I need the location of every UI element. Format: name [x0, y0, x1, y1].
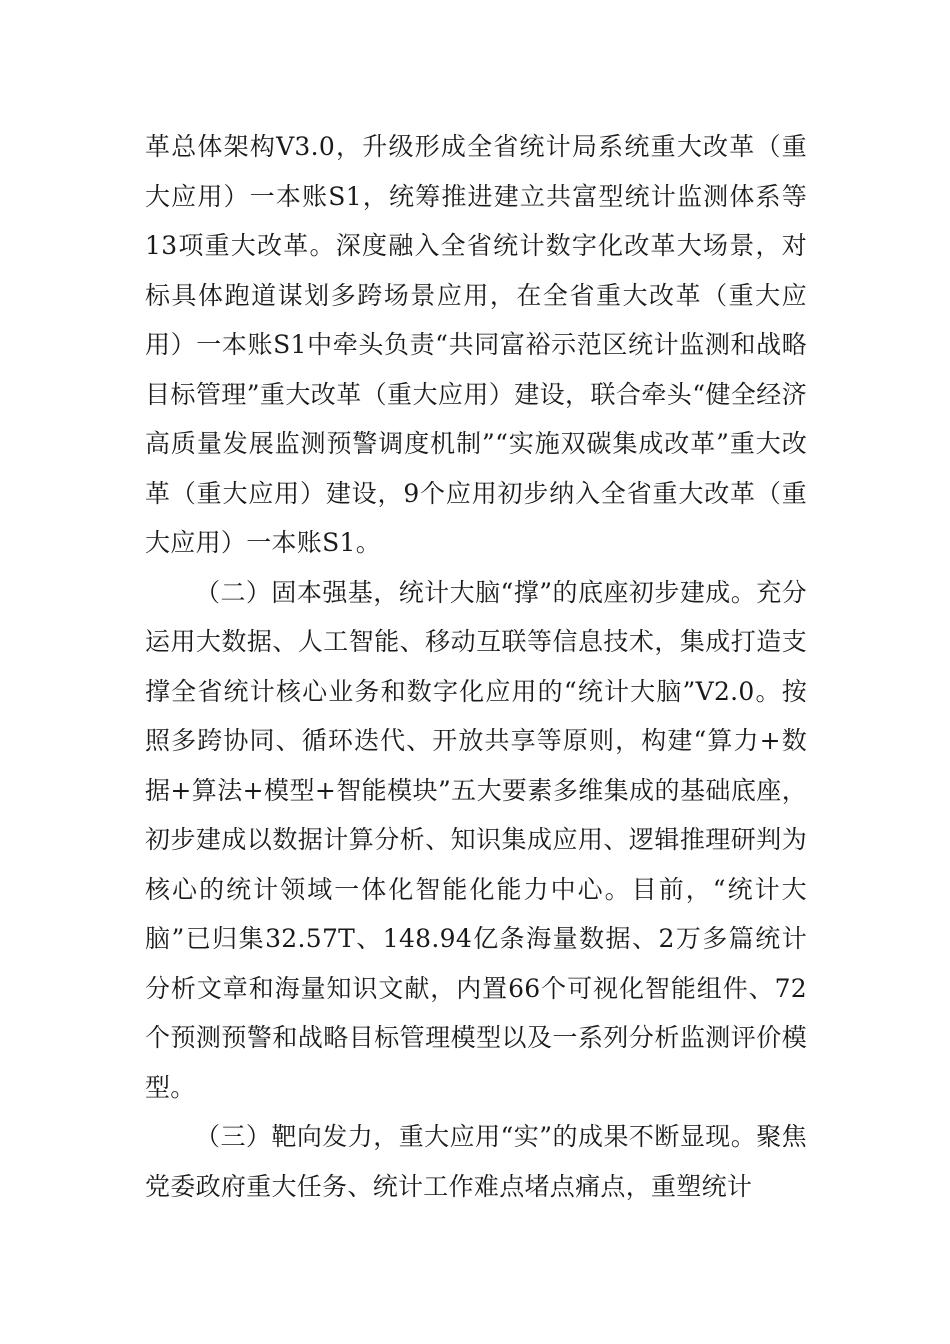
document-body: [145, 122, 807, 1211]
paragraph-continuation: 革总体架构V3.0，升级形成全省统计局系统重大改革（重大应用）一本账S1，统筹推进建立共富型统计监测体系等13项重大改革。深度融入全省统计数字化改革大场景，对标具体跑道谋划多跨场景应用，在全省重大改革（重大应用）一本账S1中牵头负责“共同富裕示范区统计监测和战略目标管理”重大改革（重大应用）建设，联合牵头“健全经济高质量发展监测预警调度机制”“实施双碳集成改革”重大改革（重大应用）建设，9个应用初步纳入全省重大改革（重大应用）一本账S1。: [145, 132, 807, 557]
paragraph-section-two: （二）固本强基，统计大脑“撑”的底座初步建成。充分运用大数据、人工智能、移动互联等信息技术，集成打造支撑全省统计核心业务和数字化应用的“统计大脑”V2.0。按照多跨协同、循环迭代、开放共享等原则，构建“算力+数据+算法+模型+智能模块”五大要素多维集成的基础底座，初步建成以数据计算分析、知识集成应用、逻辑推理研判为核心的统计领域一体化智能化能力中心。目前，“统计大脑”已归集32.57T、148.94亿条海量数据、2万多篇统计分析文章和海量知识文献，内置66个可视化智能组件、72个预测预警和战略目标管理模型以及一系列分析监测评价模型。: [145, 577, 807, 1102]
paragraph-section-three: （三）靶向发力，重大应用“实”的成果不断显现。聚焦党委政府重大任务、统计工作难点堵点痛点，重塑统计: [145, 1122, 807, 1201]
